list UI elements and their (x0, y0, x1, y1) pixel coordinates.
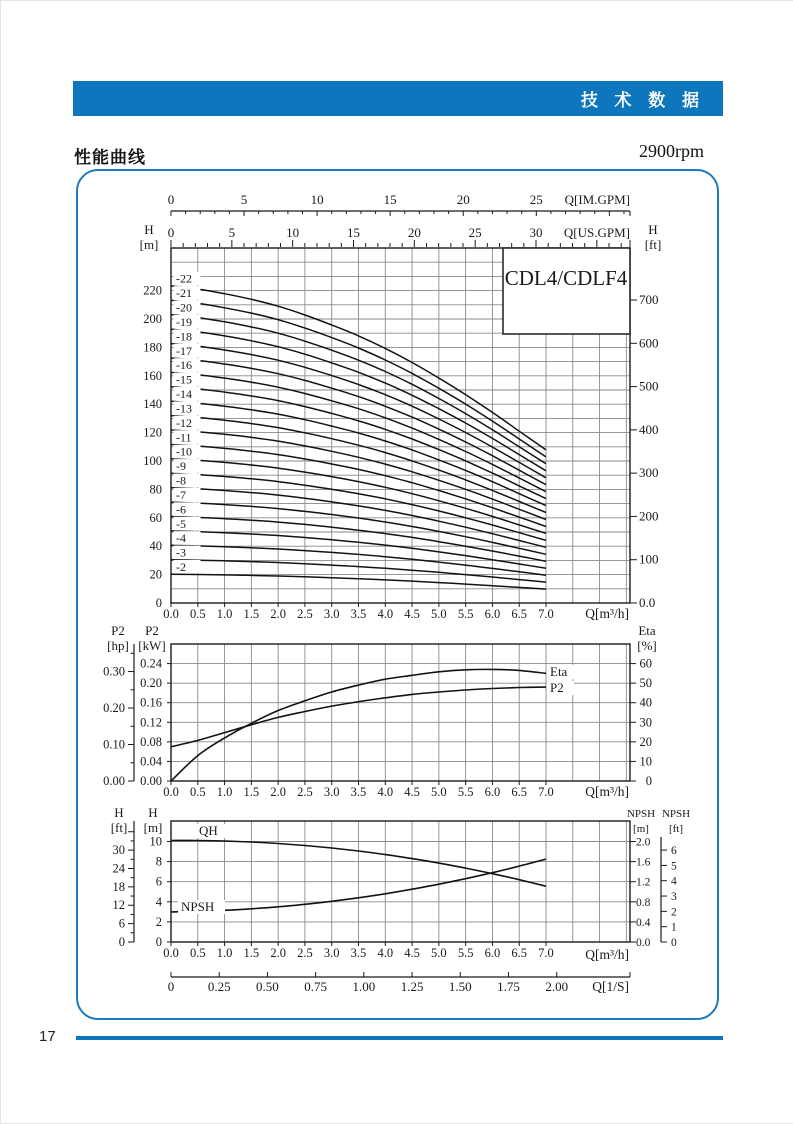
svg-text:200: 200 (639, 508, 659, 524)
svg-text:4: 4 (155, 894, 162, 909)
svg-text:4.0: 4.0 (377, 785, 394, 799)
svg-text:6.5: 6.5 (511, 607, 528, 621)
svg-text:-3: -3 (176, 545, 186, 560)
svg-text:80: 80 (149, 482, 162, 497)
svg-text:6.0: 6.0 (484, 946, 501, 960)
header-title: 技 术 数 据 (580, 91, 705, 110)
svg-text:30: 30 (112, 843, 125, 858)
svg-text:300: 300 (639, 465, 659, 481)
svg-text:0: 0 (167, 979, 175, 994)
svg-text:4.0: 4.0 (377, 946, 394, 960)
svg-text:5: 5 (240, 192, 248, 207)
svg-text:6: 6 (155, 874, 162, 889)
svg-text:0: 0 (118, 935, 125, 949)
svg-text:6.5: 6.5 (511, 946, 528, 960)
performance-charts-svg (1, 1, 793, 1123)
svg-text:NPSH: NPSH (181, 899, 215, 914)
svg-text:7.0: 7.0 (538, 607, 554, 621)
svg-text:700: 700 (639, 292, 659, 308)
svg-text:25: 25 (529, 192, 543, 207)
svg-text:0.12: 0.12 (140, 715, 162, 730)
svg-text:600: 600 (639, 335, 659, 351)
svg-text:Q[IM.GPM]: Q[IM.GPM] (564, 192, 630, 207)
svg-text:200: 200 (143, 312, 162, 326)
svg-text:0.75: 0.75 (304, 979, 328, 994)
svg-text:4.5: 4.5 (404, 946, 420, 960)
svg-text:-5: -5 (176, 516, 186, 531)
svg-text:1.50: 1.50 (448, 979, 472, 994)
svg-text:2.5: 2.5 (297, 946, 313, 960)
qh-npsh-chart (111, 805, 690, 994)
svg-text:12: 12 (112, 898, 125, 913)
svg-text:2.0: 2.0 (270, 946, 286, 960)
svg-text:-22: -22 (176, 271, 192, 286)
svg-text:0.20: 0.20 (140, 676, 162, 691)
svg-text:1.0: 1.0 (216, 607, 233, 621)
power-efficiency-chart (103, 623, 657, 799)
svg-text:0.24: 0.24 (140, 656, 162, 671)
svg-text:1.0: 1.0 (216, 946, 233, 960)
svg-text:0.0: 0.0 (639, 595, 656, 610)
svg-text:20: 20 (639, 734, 652, 749)
svg-text:6: 6 (671, 845, 677, 858)
svg-text:H: H (148, 805, 158, 820)
svg-text:Q[m³/h]: Q[m³/h] (585, 947, 629, 962)
svg-text:7.0: 7.0 (538, 946, 554, 960)
svg-text:0.0: 0.0 (163, 946, 179, 960)
svg-text:5: 5 (671, 860, 677, 873)
svg-text:400: 400 (639, 421, 659, 437)
svg-text:CDL4/CDLF4: CDL4/CDLF4 (504, 266, 628, 290)
svg-text:7.0: 7.0 (538, 785, 554, 799)
svg-text:10: 10 (149, 834, 162, 849)
svg-text:-12: -12 (176, 415, 192, 430)
svg-text:20: 20 (407, 225, 421, 240)
svg-text:QH: QH (199, 823, 218, 838)
svg-text:0: 0 (645, 774, 652, 788)
svg-text:0: 0 (167, 225, 175, 240)
svg-text:-14: -14 (176, 387, 192, 402)
svg-text:3.0: 3.0 (323, 785, 340, 799)
svg-text:Q[1/S]: Q[1/S] (592, 979, 629, 994)
svg-text:6.5: 6.5 (511, 785, 528, 799)
svg-text:5.5: 5.5 (457, 785, 474, 799)
svg-text:20: 20 (456, 192, 470, 207)
svg-text:P2: P2 (550, 680, 564, 695)
svg-text:[hp]: [hp] (107, 638, 129, 653)
svg-text:20: 20 (149, 567, 162, 582)
svg-text:0: 0 (671, 937, 677, 949)
svg-text:6.0: 6.0 (484, 607, 501, 621)
svg-text:1.25: 1.25 (400, 979, 424, 994)
svg-text:NPSH: NPSH (626, 808, 656, 820)
svg-text:-13: -13 (176, 401, 192, 416)
svg-text:H: H (648, 222, 658, 237)
svg-text:-18: -18 (176, 329, 192, 344)
svg-text:4.5: 4.5 (404, 607, 420, 621)
svg-text:100: 100 (639, 551, 659, 567)
svg-text:2.00: 2.00 (545, 979, 569, 994)
svg-text:40: 40 (639, 695, 652, 710)
svg-text:25: 25 (468, 225, 482, 240)
svg-text:4.5: 4.5 (404, 785, 420, 799)
svg-text:-8: -8 (176, 473, 186, 488)
svg-text:0.08: 0.08 (140, 734, 162, 749)
svg-text:[m]: [m] (143, 820, 163, 835)
svg-text:3: 3 (671, 891, 677, 904)
svg-text:-21: -21 (176, 286, 192, 301)
svg-text:15: 15 (383, 192, 397, 207)
svg-text:0.5: 0.5 (189, 946, 206, 960)
svg-text:[ft]: [ft] (110, 820, 128, 835)
svg-text:[kW]: [kW] (138, 638, 166, 653)
svg-text:1.6: 1.6 (636, 856, 651, 869)
svg-text:Q[m³/h]: Q[m³/h] (585, 606, 629, 621)
svg-text:-9: -9 (176, 459, 186, 474)
svg-text:NPSH: NPSH (661, 808, 691, 820)
svg-text:[%]: [%] (637, 638, 657, 653)
svg-text:0.30: 0.30 (103, 664, 125, 679)
svg-text:0.5: 0.5 (189, 785, 206, 799)
svg-text:4: 4 (671, 875, 677, 888)
svg-text:3.0: 3.0 (323, 607, 340, 621)
svg-text:10: 10 (286, 225, 300, 240)
svg-text:P2: P2 (111, 623, 125, 638)
svg-text:-7: -7 (176, 487, 186, 502)
svg-text:5.0: 5.0 (431, 785, 447, 799)
svg-text:5.0: 5.0 (431, 946, 447, 960)
svg-text:5.0: 5.0 (431, 607, 447, 621)
svg-text:P2: P2 (145, 623, 159, 638)
svg-text:5.5: 5.5 (457, 607, 474, 621)
svg-text:0.0: 0.0 (636, 937, 651, 949)
svg-text:-4: -4 (176, 531, 186, 546)
svg-text:Q[US.GPM]: Q[US.GPM] (563, 225, 630, 240)
svg-text:60: 60 (639, 656, 652, 671)
svg-text:[m]: [m] (633, 823, 649, 835)
svg-text:10: 10 (310, 192, 324, 207)
head-capacity-chart (140, 192, 662, 621)
svg-text:-6: -6 (176, 502, 186, 517)
svg-text:-2: -2 (176, 559, 186, 574)
svg-text:1.5: 1.5 (243, 946, 260, 960)
svg-text:1.5: 1.5 (243, 607, 260, 621)
svg-text:2.0: 2.0 (636, 836, 651, 849)
svg-text:100: 100 (143, 454, 162, 468)
svg-text:0: 0 (155, 935, 162, 949)
svg-text:0.50: 0.50 (256, 979, 279, 994)
svg-text:220: 220 (143, 283, 162, 298)
svg-text:160: 160 (143, 368, 162, 383)
svg-text:5: 5 (228, 225, 236, 240)
svg-text:-10: -10 (176, 444, 192, 459)
svg-text:3.5: 3.5 (350, 785, 367, 799)
svg-text:1.2: 1.2 (636, 876, 651, 889)
svg-text:60: 60 (149, 510, 162, 525)
page-number: 17 (39, 1028, 56, 1045)
svg-text:0.25: 0.25 (207, 979, 231, 994)
svg-text:3.5: 3.5 (350, 607, 367, 621)
svg-text:140: 140 (143, 397, 162, 412)
svg-text:-19: -19 (176, 314, 192, 329)
svg-text:0.0: 0.0 (163, 607, 179, 621)
svg-text:40: 40 (149, 539, 162, 554)
svg-text:0: 0 (155, 596, 162, 610)
svg-text:2: 2 (155, 914, 162, 929)
footer-accent-line (76, 1036, 723, 1040)
svg-text:0.00: 0.00 (140, 774, 162, 788)
svg-text:-20: -20 (176, 300, 192, 315)
svg-text:6: 6 (118, 916, 125, 931)
svg-text:18: 18 (112, 879, 125, 894)
svg-text:24: 24 (112, 861, 125, 876)
svg-text:-11: -11 (176, 430, 192, 445)
svg-text:3.0: 3.0 (323, 946, 340, 960)
svg-text:30: 30 (639, 715, 652, 730)
svg-text:15: 15 (347, 225, 361, 240)
svg-text:0: 0 (167, 192, 175, 207)
svg-text:Eta: Eta (550, 664, 568, 679)
svg-text:-17: -17 (176, 343, 192, 358)
svg-text:50: 50 (639, 676, 652, 691)
svg-text:[ft]: [ft] (668, 823, 684, 835)
svg-text:6.0: 6.0 (484, 785, 501, 799)
svg-text:0.16: 0.16 (140, 695, 162, 710)
svg-text:2.5: 2.5 (297, 785, 313, 799)
svg-text:2.0: 2.0 (270, 785, 286, 799)
svg-text:500: 500 (639, 378, 659, 394)
svg-text:4.0: 4.0 (377, 607, 394, 621)
svg-text:1.00: 1.00 (352, 979, 376, 994)
svg-text:8: 8 (155, 854, 162, 869)
svg-text:0.5: 0.5 (189, 607, 206, 621)
svg-text:5.5: 5.5 (457, 946, 474, 960)
svg-text:2.5: 2.5 (297, 607, 313, 621)
svg-text:30: 30 (529, 225, 543, 240)
svg-text:0.00: 0.00 (103, 774, 125, 788)
svg-text:[ft]: [ft] (644, 237, 662, 252)
svg-text:[m]: [m] (139, 237, 159, 252)
svg-text:1.75: 1.75 (497, 979, 520, 994)
svg-text:0.20: 0.20 (103, 701, 125, 716)
svg-text:0.10: 0.10 (103, 737, 125, 752)
svg-text:180: 180 (143, 340, 162, 355)
section-title: 性能曲线 (74, 148, 146, 167)
svg-text:1.5: 1.5 (243, 785, 260, 799)
rpm-label: 2900rpm (639, 141, 704, 161)
svg-text:3.5: 3.5 (350, 946, 367, 960)
svg-text:120: 120 (143, 425, 162, 440)
svg-text:10: 10 (639, 754, 652, 769)
svg-text:H: H (144, 222, 154, 237)
svg-text:1.0: 1.0 (216, 785, 233, 799)
svg-text:0.04: 0.04 (140, 754, 162, 769)
svg-text:Q[m³/h]: Q[m³/h] (585, 784, 629, 799)
svg-text:0.8: 0.8 (636, 896, 651, 909)
svg-text:2: 2 (671, 906, 677, 919)
svg-text:-15: -15 (176, 372, 192, 387)
svg-text:H: H (114, 805, 124, 820)
svg-text:-16: -16 (176, 358, 192, 373)
svg-text:0.4: 0.4 (636, 916, 651, 929)
svg-text:1: 1 (671, 921, 677, 934)
svg-text:0.0: 0.0 (163, 785, 179, 799)
svg-text:Eta: Eta (638, 623, 656, 638)
svg-text:2.0: 2.0 (270, 607, 286, 621)
